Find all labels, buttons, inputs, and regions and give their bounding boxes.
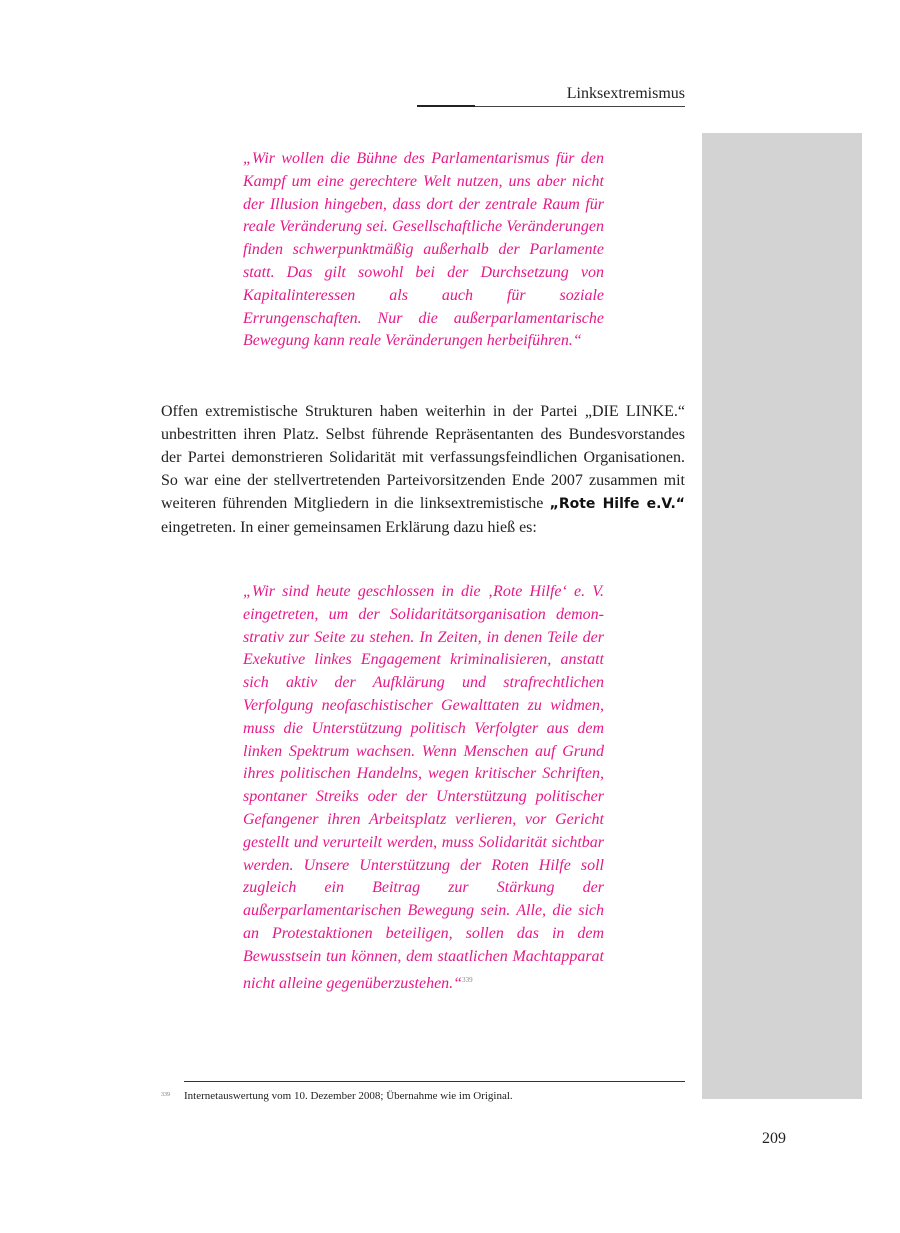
body-paragraph [161,400,685,539]
paragraph-text-after: eingetreten. In einer gemeinsamen Erklärung dazu hieß es: [161,519,537,536]
running-header-title: Linksextremismus [566,85,685,102]
organization-name: „Rote Hilfe e.V.“ [549,496,685,512]
footnote-separator [184,1081,685,1082]
page-number: 209 [762,1130,786,1147]
footnote-number: 339 [161,1092,170,1098]
block-quote-parliamentarism [243,148,604,353]
quote-text: „Wir sind heute geschlossen in die ‚Rote Hilfe‘ e. V. eingetreten, um der Solidaritätsorganisation demonstrativ zur Seite zu stehen. In Zeiten, in denen Teile der Exekutive linkes Engagement kriminalisieren, anstatt sich aktiv der Aufklärung und strafrechtlichen Verfolgung neofaschistischer Gewalttaten zu widmen, muss die Unterstützung politisch Verfolgter aus dem linken Spektrum wachsen. Wenn Menschen auf Grund ihres politischen Handelns, wegen kritischer Schriften, spontaner Streiks oder der Unterstützung politischer Gefangener ihren Arbeitsplatz verlieren, vor Gericht gestellt und verurteilt werden, muss Solidarität sichtbar werden. Unsere Unterstützung der Roten Hilfe soll zugleich ein Beitrag zur Stärkung der außerparlamentarischen Bewegung sein. Alle, die sich an Protestaktionen beteiligen, sollen das in dem Bewusstsein tun können, dem staatlichen Machtapparat nicht alleine gegenüberzustehen.“ [243,583,604,992]
paragraph-text-before: Offen extremistische Strukturen haben weiterhin in der Partei „DIE LINKE.“ unbestritten ihren Platz. Selbst führende Repräsentanten des Bundesvorstandes der Partei demonstrieren Solidarität mit verfassungsfeindlichen Organisationen. So war eine der stellvertretenden Parteivorsitzenden Ende 2007 zusammen mit weiteren führenden Mitgliedern in die linksextremistische [161,403,685,512]
header-rule-accent [417,105,475,107]
block-quote-rote-hilfe [243,581,604,995]
footnote-reference: 339 [462,975,473,984]
footnote-text: Internetauswertung vom 10. Dezember 2008; Übernahme wie im Original. [184,1090,513,1102]
margin-gray-column [702,133,862,1099]
quote-text: „Wir wollen die Bühne des Parlamentarismus für den Kampf um eine gerechtere Welt nutzen, uns aber nicht der Illusion hingeben, dass dort der zentrale Raum für reale Veränderung sei. Gesellschaftliche Veränderungen finden schwerpunktmäßig außerhalb der Parlamente statt. Das gilt sowohl bei der Durchsetzung von Kapitalinteressen als auch für soziale Errungenschaften. Nur die außerparlamentarische Bewegung kann reale Veränderungen herbeiführen.“ [243,150,604,350]
footnote [161,1088,701,1103]
